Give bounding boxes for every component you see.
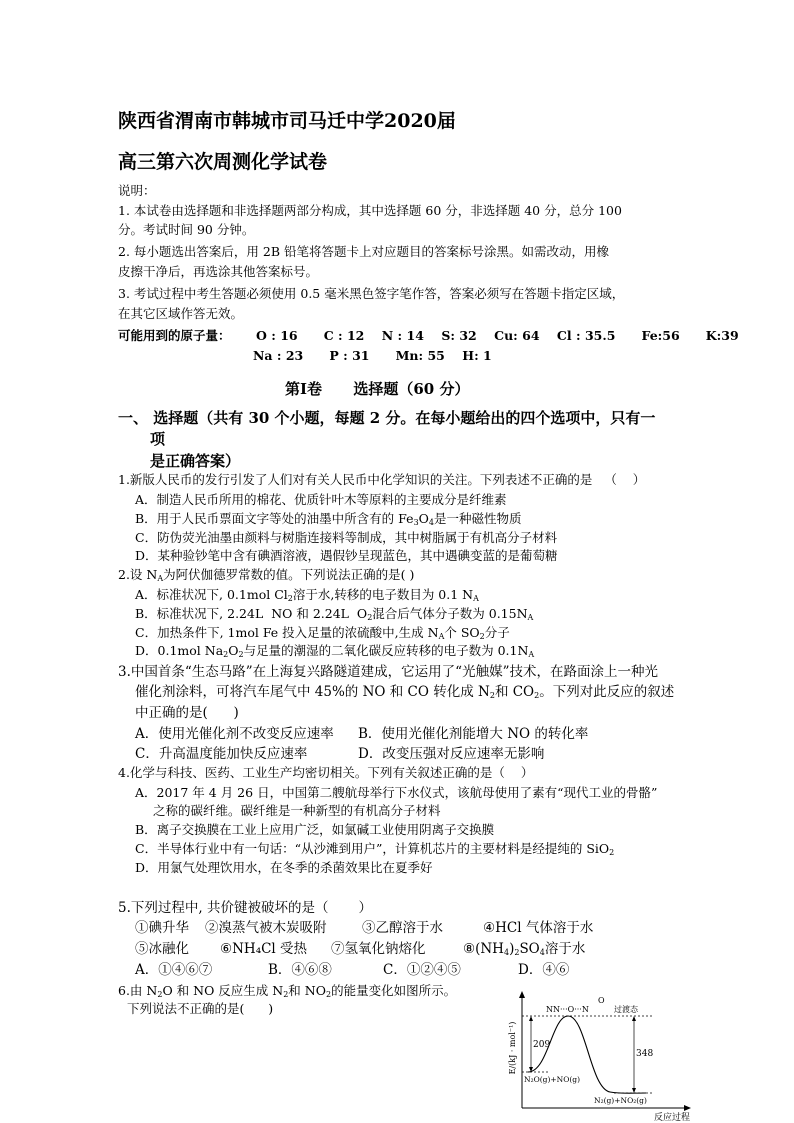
q2-stem: 2.设 $N_A$为阿伏伽德罗常数的值。下列说法正确的是( )	[118, 567, 415, 583]
q4-option-b: B．离子交换膜在工业上应用广泛，如氯碱工业使用阴离子交换膜	[135, 822, 495, 837]
q3-option-d: D．改变压强对反应速率无影响	[358, 746, 545, 762]
products-label: N₂(g)+NO₂(g)	[594, 1096, 647, 1105]
q3-stem-line2: 催化剂涂料，可将汽车尾气中 45%的 NO 和 CO 转化成 $N_2$和 $CO_2$。下列对此反应的叙述	[135, 684, 675, 700]
q4-option-c: C．半导体行业中有一句话：“从沙滩到用户”，计算机芯片的主要材料是经提纯的 SiO$_2$	[135, 841, 615, 857]
activation-energy-label: 209	[533, 1040, 551, 1050]
q2-option-b: B．标准状况下, 2.24L NO 和 2.24L $O_2$混合后气体分子数为 $0.15N_A$	[135, 606, 534, 622]
q5-item: ③乙醇溶于水	[362, 920, 443, 936]
q4-option-a-cont: 之称的碳纤维。碳纤维是一种新型的有机高分子材料	[153, 803, 441, 818]
section-heading: 一、 选择题（共有 30 个小题，每题 2 分。在每小题给出的四个选项中，只有一	[118, 409, 656, 427]
reactants-label: N₂O(g)+NO(g)	[524, 1075, 581, 1084]
q4-option-d: D．用氯气处理饮用水，在冬季的杀菌效果比在夏季好	[135, 860, 433, 875]
instruction-line: 皮擦干净后，再选涂其他答案标号。	[118, 264, 319, 279]
q5-item: ②溴蒸气被木炭吸附	[205, 920, 327, 936]
q4-option-a: A．2017 年 4 月 26 日，中国第二艘航母举行下水仪式，该航母使用了素有“现代工业的骨骼”	[135, 785, 658, 800]
released-energy-label: 348	[636, 1049, 654, 1059]
q1-option-d: D．某种验钞笔中含有碘酒溶液，遇假钞呈现蓝色，其中遇碘变蓝的是葡萄糖	[135, 548, 558, 563]
ts-o-label: O	[598, 996, 605, 1005]
q1-option-a: A．制造人民币所用的棉花、优质针叶木等原料的主要成分是纤维素	[135, 492, 507, 507]
q5-option-a: A．①④⑥⑦	[135, 962, 213, 978]
transition-state-label: 过渡态	[614, 1005, 638, 1014]
title-line2: 高三第六次周测化学试卷	[118, 151, 328, 173]
energy-diagram	[506, 990, 696, 1122]
instruction-line: 在其它区域作答无效。	[118, 306, 244, 321]
q6-stem-line2: 下列说法不正确的是( )	[127, 1001, 274, 1016]
q3-stem-line3: 中正确的是( )	[135, 705, 239, 721]
q3-option-c: C．升高温度能加快反应速率	[135, 746, 308, 762]
x-axis-label: 反应过程	[653, 1113, 690, 1122]
instruction-line: 分。考试时间 90 分钟。	[118, 222, 255, 237]
q4-stem: 4.化学与科技、医药、工业生产均密切相关。下列有关叙述正确的是（ ）	[118, 765, 534, 780]
instruction-line: 2. 每小题选出答案后，用 2B 铅笔将答题卡上对应题目的答案标号涂黑。如需改动，用橡	[118, 244, 609, 259]
atomic-masses-label: 可能用到的原子量：	[118, 328, 231, 343]
q2-option-d: D．0.1mol $Na_2O_2$与足量的潮湿的二氧化碳反应转移的电子数为 $0.1N_A$	[135, 643, 535, 659]
title-line1: 陕西省渭南市韩城市司马迁中学2020届	[118, 110, 456, 132]
y-axis-arrow	[519, 991, 525, 998]
q5-stem: 5.下列过程中, 共价键被破坏的是（ ）	[118, 900, 373, 916]
q2-option-c: C．加热条件下, 1mol Fe 投入足量的浓硫酸中,生成 $N_A$个 $SO_2$分子	[135, 625, 510, 641]
q5-option-d: D．④⑥	[518, 962, 570, 978]
instruction-line: 1. 本试卷由选择题和非选择题两部分构成，其中选择题 60 分，非选择题 40 分，总分 100	[118, 203, 622, 218]
q1-option-c: C．防伪荧光油墨由颜料与树脂连接料等制成，其中树脂属于有机高分子材料	[135, 530, 558, 545]
q1-stem: 1.新版人民币的发行引发了人们对有关人民币中化学知识的关注。下列表述不正确的是 （ ）	[118, 472, 646, 487]
q5-item: ④HCl 气体溶于水	[483, 920, 594, 936]
q5-item: $⑧(NH_4)_2SO_4$溶于水	[463, 941, 586, 957]
q3-stem-line1: 3.中国首条“生态马路”在上海复兴路隧道建成，它运用了“光触媒”技术，在路面涂上一种光	[118, 664, 658, 680]
q5-item: ⑦氢氧化钠熔化	[331, 941, 426, 957]
ts-structure-label: NN···O···N	[546, 1005, 589, 1014]
q5-item: ⑥NH₄Cl 受热	[220, 941, 308, 957]
q5-item: ①碘升华	[135, 920, 189, 936]
atomic-masses-line1: O : 16 C : 12 N : 14 S: 32 Cu: 64 Cl : 35.5 Fe:56 K:39	[256, 328, 739, 343]
section-heading-cont: 是正确答案）	[150, 452, 241, 470]
q5-option-b: B．④⑥⑧	[268, 962, 332, 978]
q3-option-b: B．使用光催化剂能增大 NO 的转化率	[358, 726, 589, 742]
x-axis-arrow	[684, 1105, 691, 1111]
instruction-line: 3. 考试过程中考生答题必须使用 0.5 毫米黑色签字笔作答，答案必须写在答题卡指定区域，	[118, 286, 625, 301]
atomic-masses-line2: Na : 23 P : 31 Mn: 55 H: 1	[253, 348, 492, 363]
section-title: 第Ⅰ卷 选择题（60 分）	[285, 380, 470, 398]
section-heading-cont: 项	[150, 430, 166, 448]
y-axis-label: E/(kJ · mol⁻¹)	[508, 1021, 517, 1075]
q3-option-a: A．使用光催化剂不改变反应速率	[135, 726, 334, 742]
q6-stem-line1: 6.由 $N_2O$ 和 NO 反应生成 $N_2$和 $NO_2$的能量变化如图所示。	[118, 983, 457, 999]
q1-option-b: B．用于人民币票面文字等处的油墨中所含有的 $Fe_3O_4$是一种磁性物质	[135, 511, 522, 527]
q5-option-c: C．①②④⑤	[383, 962, 461, 978]
q5-item: ⑤冰融化	[135, 941, 189, 957]
instructions-heading: 说明：	[118, 183, 156, 198]
q2-option-a: A．标准状况下, 0.1mol $Cl_2$溶于水,转移的电子数目为 0.1 $N_A$	[135, 587, 479, 603]
